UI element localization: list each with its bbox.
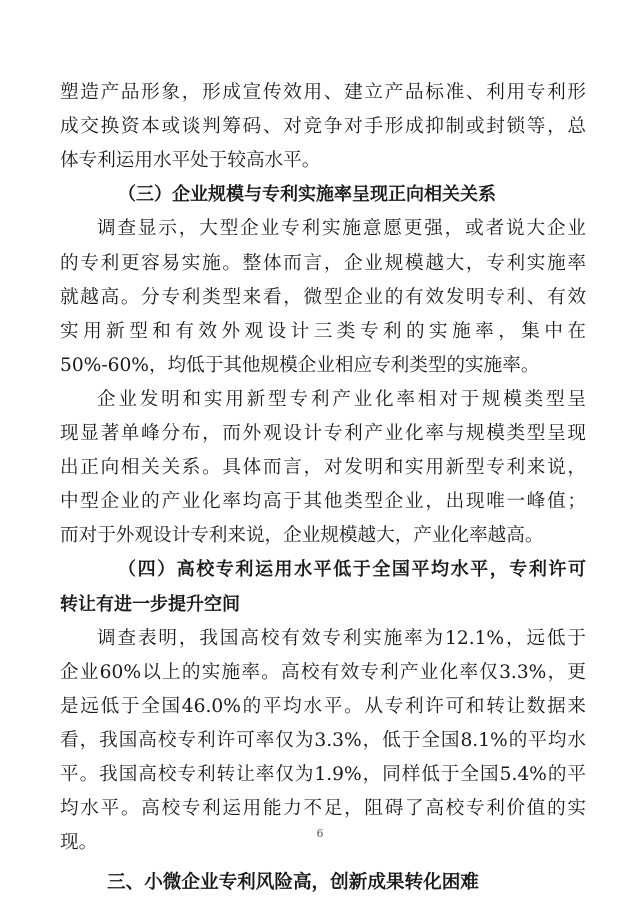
paragraph-line: 就越高。分专利类型来看，微型企业的有效发明专利、有效 (60, 286, 586, 308)
paragraph-line: 而对于外观设计专利来说，企业规模越大，产业化率越高。 (60, 525, 544, 547)
paragraph-line: 看，我国高校专利许可率仅为3.3%，低于全国8.1%的平均水 (60, 729, 586, 751)
paragraph-line: 50%-60%，均低于其他规模企业相应专利类型的实施率。 (60, 354, 540, 376)
subheading-4: （四）高校专利运用水平低于全国平均水平，专利许可 (118, 559, 586, 581)
paragraph-line: 塑造产品形象，形成宣传效用、建立产品标准、利用专利形 (60, 82, 586, 103)
paragraph-line: 平。我国高校专利转让率仅为1.9%，同样低于全国5.4%的平 (60, 764, 586, 785)
paragraph-line: 中型企业的产业化率均高于其他类型企业，出现唯一峰值； (60, 491, 586, 513)
page-number: 6 (316, 827, 324, 840)
paragraph-line: 企业发明和实用新型专利产业化率相对于规模类型呈 (97, 388, 586, 410)
paragraph-line: 出正向相关关系。具体而言，对发明和实用新型专利来说， (60, 457, 586, 479)
section-title: 三、小微企业专利风险高，创新成果转化困难 (107, 872, 479, 894)
paragraph-line: 均水平。高校专利运用能力不足，阻碍了高校专利价值的实 (60, 798, 586, 820)
paragraph-line: 现显著单峰分布，而外观设计专利产业化率与规模类型呈现 (60, 423, 586, 444)
paragraph-line: 体专利运用水平处于较高水平。 (60, 150, 321, 172)
subheading-4-continued: 转让有进一步提升空间 (60, 593, 240, 615)
paragraph-line: 是远低于全国46.0%的平均水平。从专利许可和转让数据来 (60, 695, 586, 717)
paragraph-line: 调查显示，大型企业专利实施意愿更强，或者说大企业 (97, 218, 586, 240)
paragraph-line: 调查表明，我国高校有效专利实施率为12.1%，远低于 (97, 627, 586, 649)
paragraph-line: 实用新型和有效外观设计三类专利的实施率，集中在 (60, 320, 586, 342)
paragraph-line: 企业60%以上的实施率。高校有效专利产业化率仅3.3%，更 (60, 661, 586, 683)
paragraph-line: 成交换资本或谈判筹码、对竞争对手形成抑制或封锁等，总 (60, 116, 586, 138)
subheading-3: （三）企业规模与专利实施率呈现正向相关关系 (118, 184, 496, 206)
paragraph-line: 的专利更容易实施。整体而言，企业规模越大，专利实施率 (60, 252, 586, 274)
paragraph-line: 现。 (60, 832, 98, 854)
